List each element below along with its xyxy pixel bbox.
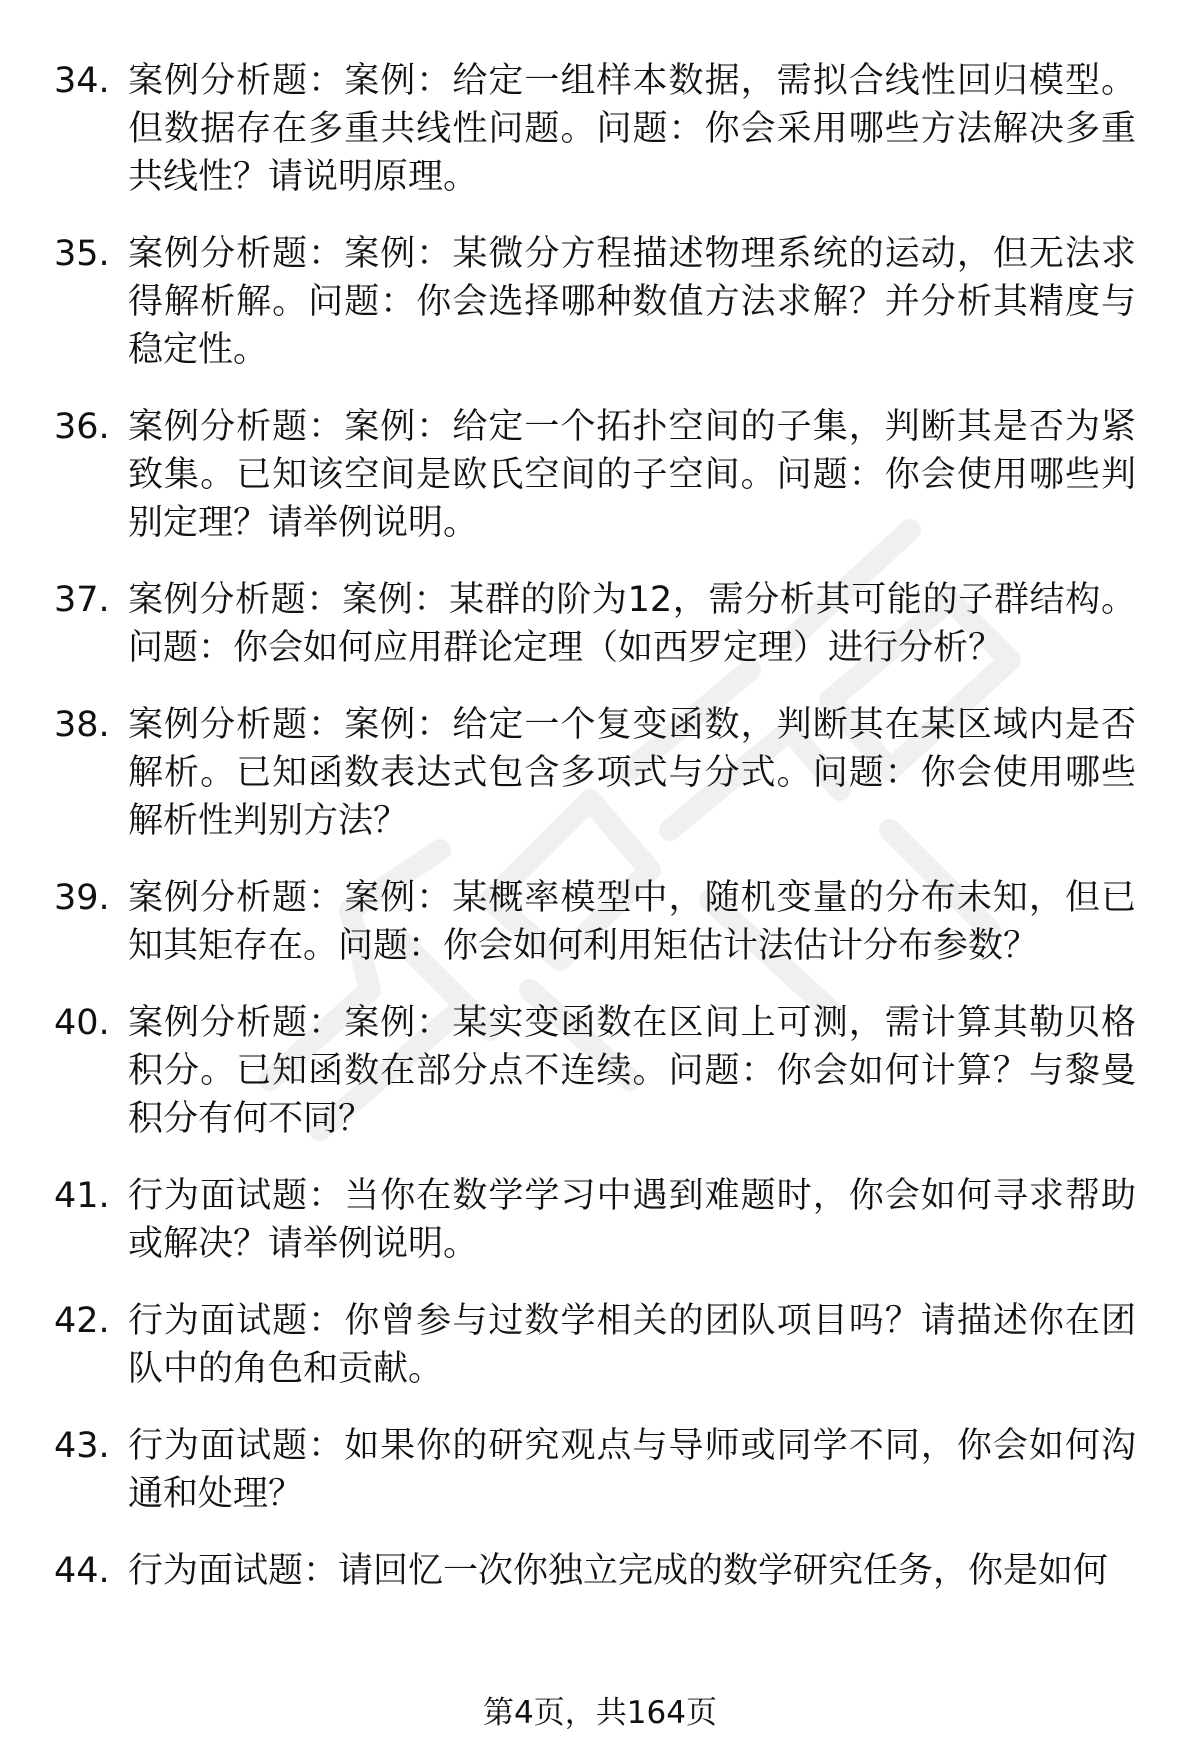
- question-item: [0, 1547, 1200, 1595]
- question-item: [0, 230, 1200, 374]
- question-number: 43.: [54, 1426, 110, 1466]
- question-item: [0, 874, 1200, 970]
- question-item: [0, 1297, 1200, 1393]
- question-text: 案例分析题：案例：某群的阶为12，需分析其可能的子群结构。问题：你会如何应用群论定理（如西罗定理）进行分析？: [128, 580, 1136, 668]
- question-text: 案例分析题：案例：给定一个复变函数，判断其在某区域内是否解析。已知函数表达式包含多项式与分式。问题：你会使用哪些解析性判别方法？: [128, 705, 1136, 841]
- question-item: [0, 999, 1200, 1143]
- question-number: 41.: [54, 1176, 110, 1216]
- question-number: 42.: [54, 1301, 110, 1341]
- question-item: [0, 1422, 1200, 1518]
- question-text: 案例分析题：案例：某概率模型中，随机变量的分布未知，但已知其矩存在。问题：你会如何利用矩估计法估计分布参数？: [128, 878, 1136, 966]
- question-number: 39.: [54, 878, 110, 918]
- question-number: 37.: [54, 580, 110, 620]
- question-list: [0, 57, 1200, 1624]
- question-item: [0, 1172, 1200, 1268]
- question-number: 35.: [54, 234, 110, 274]
- question-text: 行为面试题：当你在数学学习中遇到难题时，你会如何寻求帮助或解决？请举例说明。: [128, 1176, 1136, 1264]
- question-text: 案例分析题：案例：给定一组样本数据，需拟合线性回归模型。但数据存在多重共线性问题。问题：你会采用哪些方法解决多重共线性？请说明原理。: [128, 61, 1136, 197]
- question-number: 44.: [54, 1551, 110, 1591]
- question-item: [0, 701, 1200, 845]
- question-number: 36.: [54, 407, 110, 447]
- question-text: 案例分析题：案例：给定一个拓扑空间的子集，判断其是否为紧致集。已知该空间是欧氏空间的子空间。问题：你会使用哪些判别定理？请举例说明。: [128, 407, 1136, 543]
- question-item: [0, 57, 1200, 201]
- question-number: 34.: [54, 61, 110, 101]
- page-footer: 第4页，共164页: [483, 1695, 717, 1731]
- question-number: 40.: [54, 1003, 110, 1043]
- question-item: [0, 403, 1200, 547]
- question-item: [0, 576, 1200, 672]
- question-text: 行为面试题：你曾参与过数学相关的团队项目吗？请描述你在团队中的角色和贡献。: [128, 1301, 1136, 1389]
- question-text: 行为面试题：如果你的研究观点与导师或同学不同，你会如何沟通和处理？: [128, 1426, 1136, 1514]
- question-text: 行为面试题：请回忆一次你独立完成的数学研究任务，你是如何: [128, 1551, 1109, 1591]
- question-number: 38.: [54, 705, 110, 745]
- question-text: 案例分析题：案例：某实变函数在区间上可测，需计算其勒贝格积分。已知函数在部分点不连续。问题：你会如何计算？与黎曼积分有何不同？: [128, 1003, 1136, 1139]
- question-text: 案例分析题：案例：某微分方程描述物理系统的运动，但无法求得解析解。问题：你会选择哪种数值方法求解？并分析其精度与稳定性。: [128, 234, 1136, 370]
